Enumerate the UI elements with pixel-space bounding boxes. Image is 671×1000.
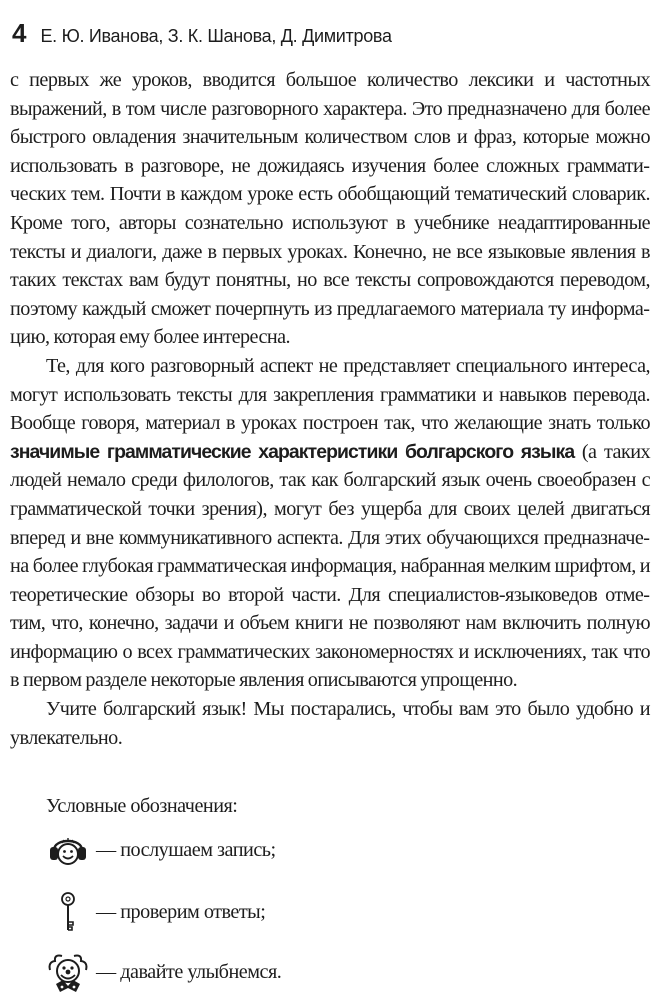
legend-title: Условные обозначения: bbox=[46, 795, 238, 817]
legend bbox=[46, 792, 606, 983]
key-icon bbox=[46, 890, 90, 934]
legend-item-smile-text: — давайте улыбнемся. bbox=[96, 961, 282, 983]
legend-item-smile bbox=[46, 950, 281, 994]
authors: Е. Ю. Иванова, З. К. Шанова, Д. Димитрова bbox=[40, 26, 392, 46]
paragraph-3: Учите болгарский язык! Мы постарались, чтобы вам это было удобно и увлекательно. bbox=[10, 698, 650, 749]
paragraph-2-bold: значимые грамматические характеристики болгарского языка bbox=[10, 440, 575, 463]
body-text bbox=[10, 66, 650, 752]
clown-face-icon bbox=[46, 950, 90, 994]
paragraph-2-start: Те, для кого разговорный аспект не представляет специального интереса, могут использовать тексты для закрепления грамматики и навыков перевода. Вообще говоря, материал в уроках построен так, что желающие знать только bbox=[10, 354, 650, 435]
page-number: 4 bbox=[12, 18, 27, 48]
running-head bbox=[12, 18, 392, 50]
headphones-smiley-icon bbox=[46, 828, 90, 872]
legend-item-listen bbox=[46, 828, 276, 872]
paragraph-2 bbox=[10, 352, 650, 695]
legend-item-listen-text: — послушаем запись; bbox=[96, 839, 276, 861]
legend-item-answers-text: — проверим ответы; bbox=[96, 901, 266, 923]
legend-item-answers bbox=[46, 890, 265, 934]
paragraph-2-end: (а таких людей немало среди филологов, так как болгарский язык очень своеобразен с грамматической точки зрения), могут без ущерба для своих целей двигаться вперед и вне коммуникативного аспекта. Для этих обучающихся предназначена более глубокая грамматическая информация, набранная мелким шрифтом, и теоретические обзоры во второй части. Для специалистов-языковедов отметим, что, конечно, задачи и объем книги не позволяют нам включить полную информацию о всех грамматических закономерностях и исключениях, так что в первом разделе некоторые явления описываются упрощенно. bbox=[10, 440, 650, 692]
paragraph-1: с первых же уроков, вводится большое количество лексики и частотных выражений, в том числе разговорного характера. Это предназначено для более быстрого овладения значительным количеством слов и фраз, которые можно использовать в разговоре, не дожидаясь изучения более сложных грамматических тем. Почти в каждом уроке есть обобщающий тематический словарик. Кроме того, авторы сознательно используют в учебнике неадаптированные тексты и диалоги, даже в первых уроках. Конечно, не все языковые явления в таких текстах вам будут понятны, но все тексты сопровождаются переводом, поэтому каждый сможет почерпнуть из предлагаемого материала ту информацию, которая ему более интересна. bbox=[10, 69, 650, 349]
